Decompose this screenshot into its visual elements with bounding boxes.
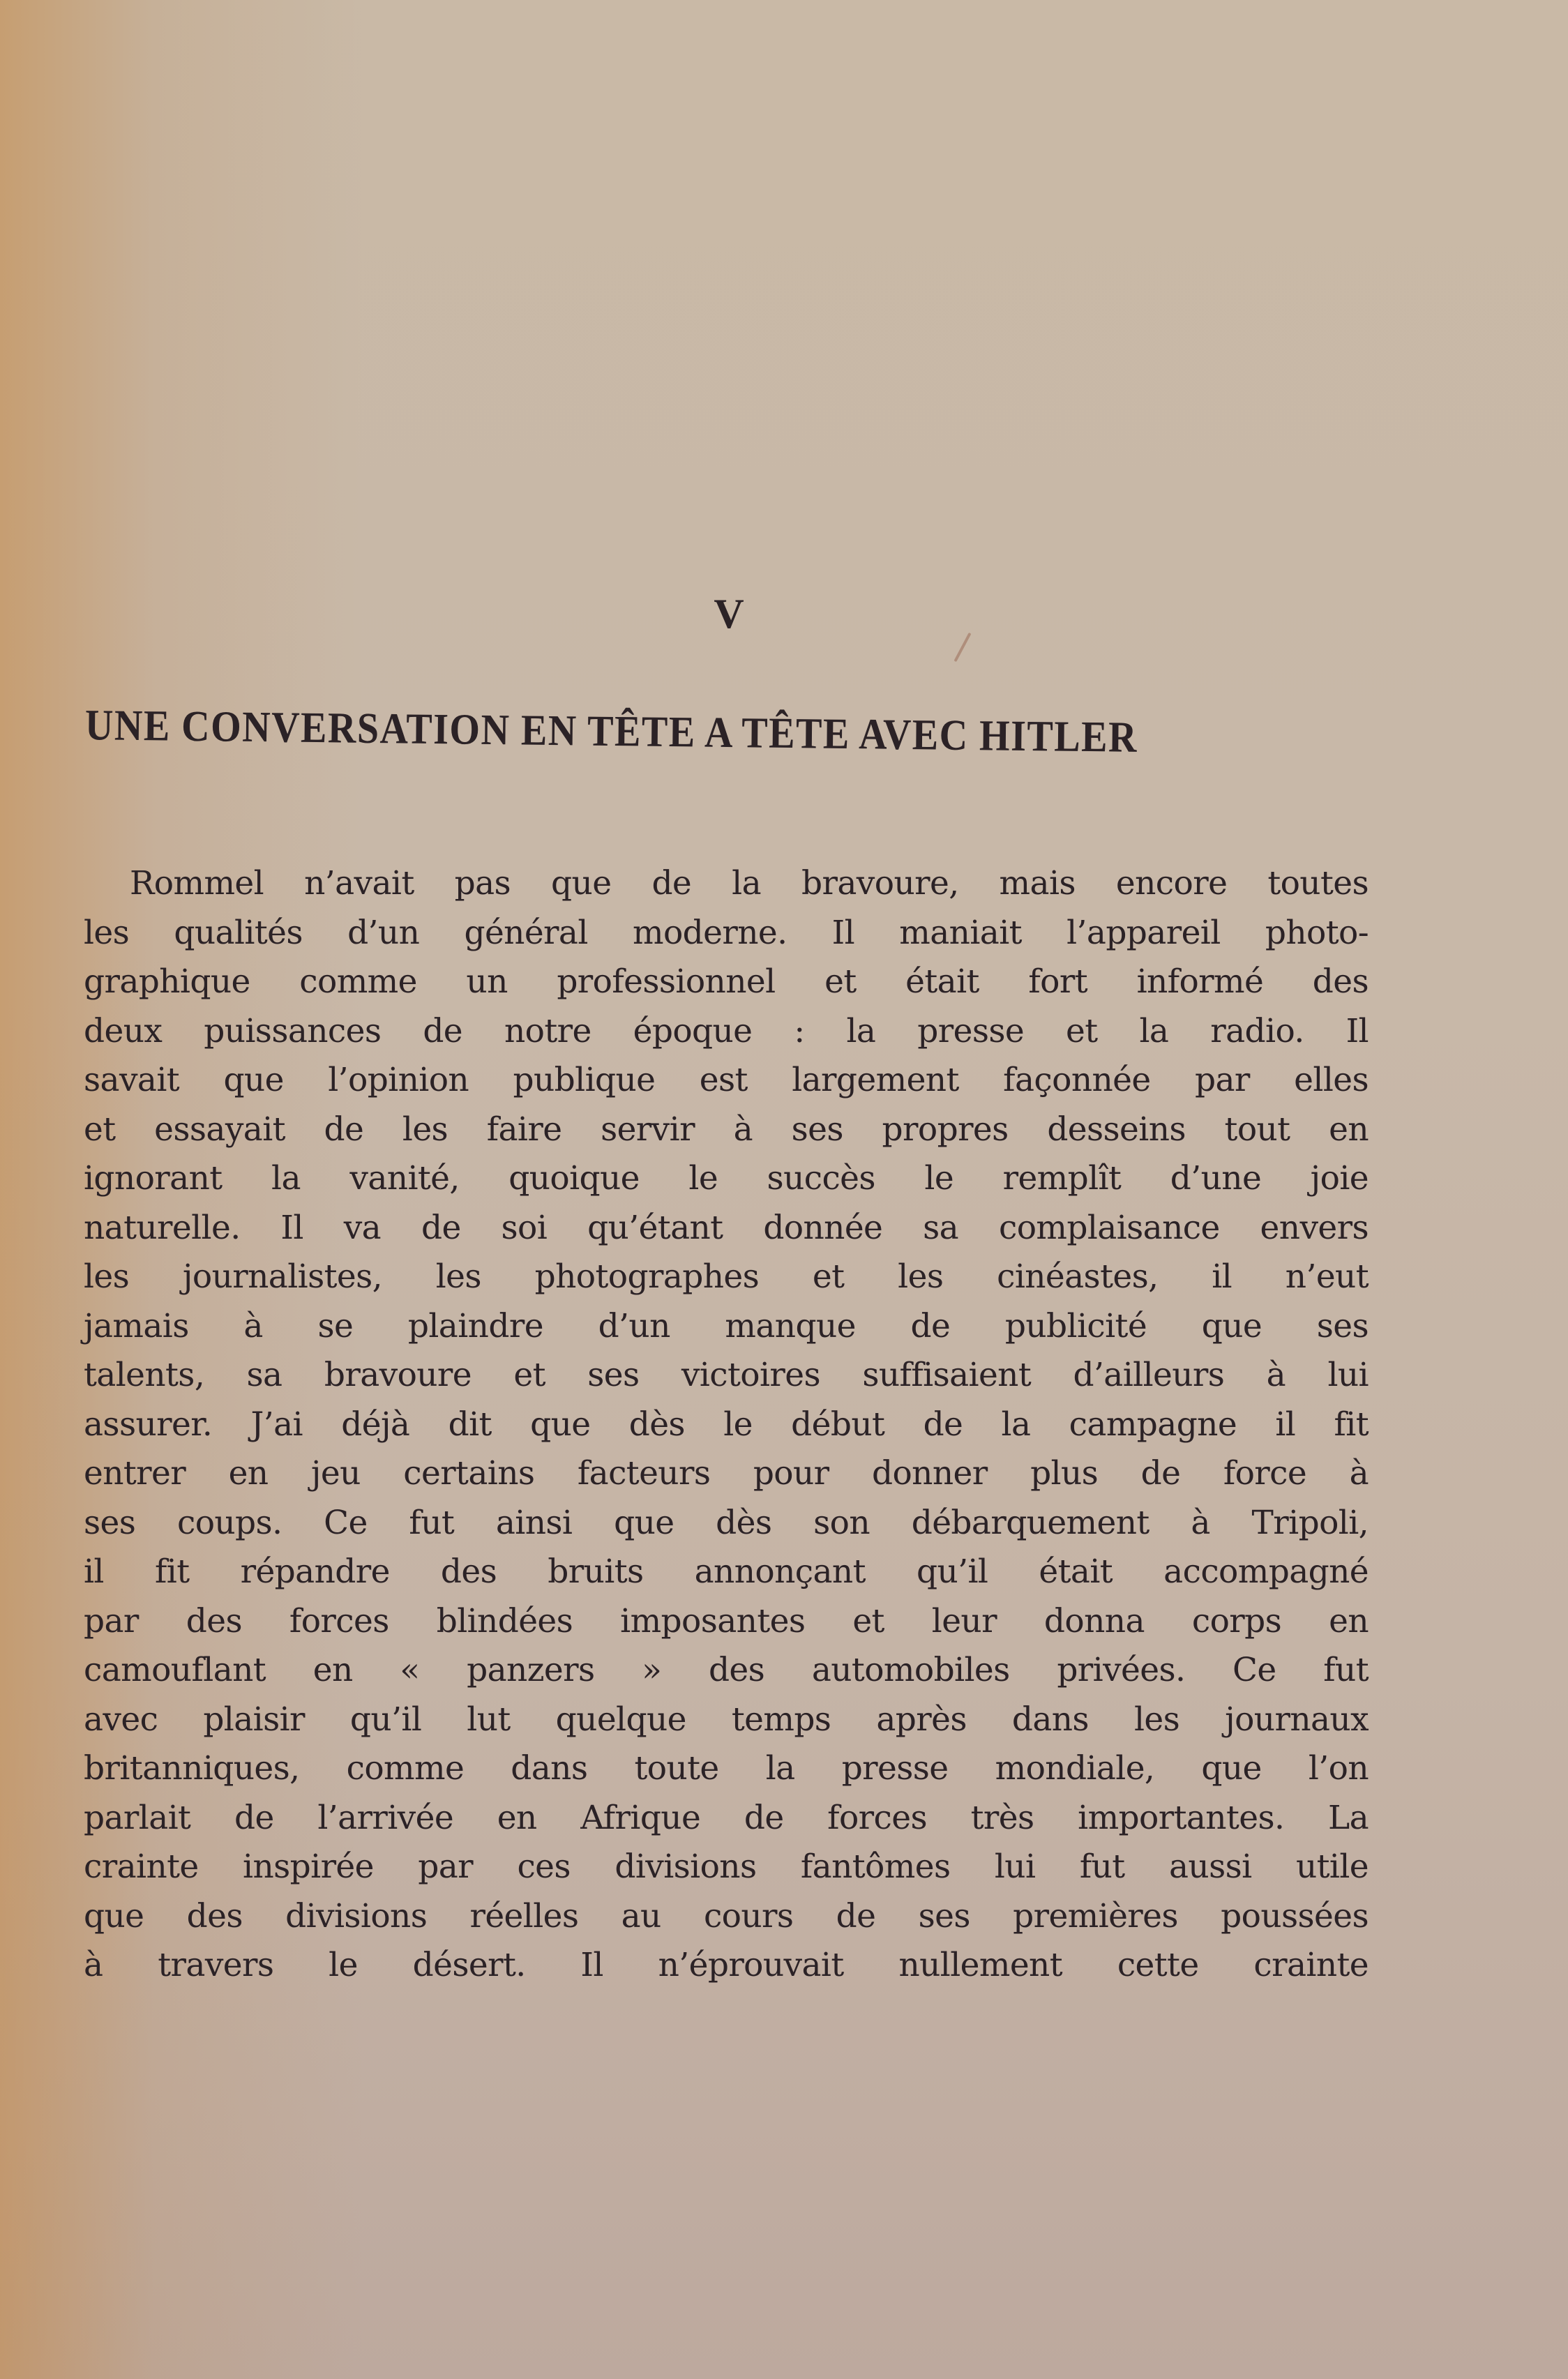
text-line: il fit répandre des bruits annonçant qu’il était accompagné — [84, 1553, 1369, 1591]
text-line: talents, sa bravoure et ses victoires suffisaient d’ailleurs à lui — [84, 1356, 1369, 1394]
text-line: entrer en jeu certains facteurs pour donner plus de force à — [84, 1454, 1369, 1493]
text-line: ignorant la vanité, quoique le succès le remplît d’une joie — [84, 1159, 1369, 1198]
text-line: et essayait de les faire servir à ses propres desseins tout en — [84, 1110, 1369, 1149]
text-line: jamais à se plaindre d’un manque de publicité que ses — [84, 1306, 1369, 1345]
text-line: les journalistes, les photographes et les cinéastes, il n’eut — [84, 1258, 1369, 1296]
chapter-title: UNE CONVERSATION EN TÊTE A TÊTE AVEC HITLER — [84, 701, 1138, 762]
text-line: graphique comme un professionnel et était fort informé des — [84, 962, 1369, 1001]
text-line: par des forces blindées imposantes et leur donna corps en — [84, 1601, 1369, 1640]
text-line: deux puissances de notre époque : la presse et la radio. Il — [84, 1011, 1369, 1050]
text-line: avec plaisir qu’il lut quelque temps après dans les journaux — [84, 1700, 1369, 1739]
text-line: naturelle. Il va de soi qu’étant donnée sa complaisance envers — [84, 1208, 1369, 1247]
text-line: parlait de l’arrivée en Afrique de forces très importantes. La — [84, 1798, 1369, 1837]
text-line: les qualités d’un général moderne. Il maniait l’appareil photo- — [84, 913, 1369, 952]
text-line: ses coups. Ce fut ainsi que dès son débarquement à Tripoli, — [84, 1503, 1369, 1542]
body-paragraph — [84, 859, 1369, 1991]
text-line: Rommel n’avait pas que de la bravoure, mais encore toutes — [130, 864, 1369, 902]
text-line: britanniques, comme dans toute la presse mondiale, que l’on — [84, 1749, 1369, 1788]
chapter-number: V — [714, 591, 744, 637]
text-line: savait que l’opinion publique est largement façonnée par elles — [84, 1061, 1369, 1099]
text-line: crainte inspirée par ces divisions fantômes lui fut aussi utile — [84, 1848, 1369, 1886]
text-line: à travers le désert. Il n’éprouvait nullement cette crainte — [84, 1946, 1369, 1984]
text-line: camouflant en « panzers » des automobiles privées. Ce fut — [84, 1651, 1369, 1689]
text-line: que des divisions réelles au cours de ses premières poussées — [84, 1896, 1369, 1935]
text-line: assurer. J’ai déjà dit que dès le début de la campagne il fit — [84, 1405, 1369, 1444]
